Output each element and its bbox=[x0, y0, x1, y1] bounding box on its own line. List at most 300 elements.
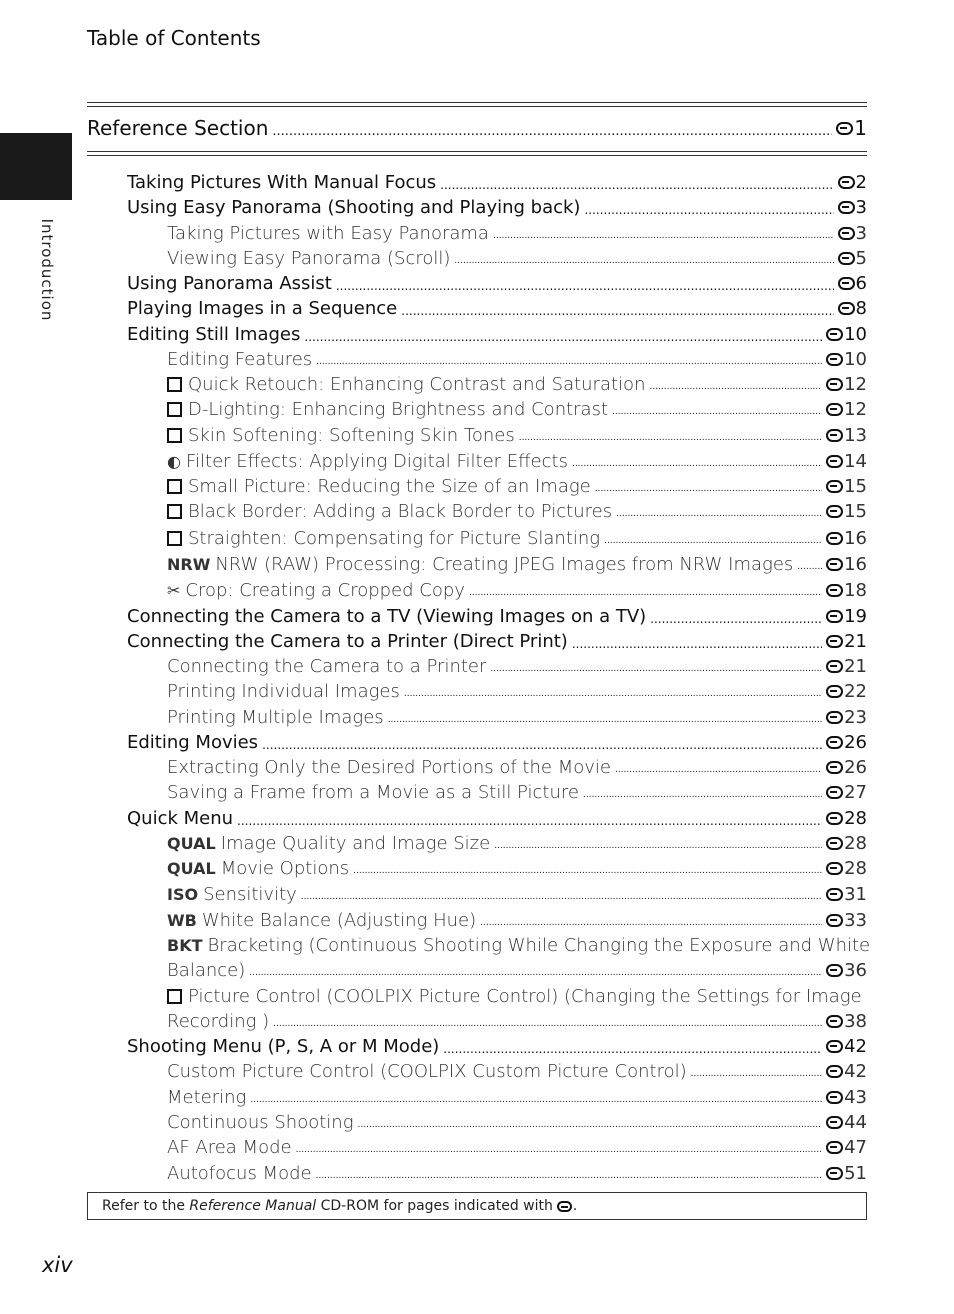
toc-page-ref bbox=[826, 399, 867, 420]
toc-page-number: 5 bbox=[855, 247, 867, 269]
divider-top-1 bbox=[87, 102, 867, 103]
toc-entry[interactable] bbox=[127, 194, 867, 220]
dot-leader bbox=[404, 689, 822, 699]
toc-subentry[interactable] bbox=[167, 220, 867, 246]
toc-page-number: 15 bbox=[844, 475, 867, 497]
dot-leader bbox=[616, 509, 822, 519]
toc-entry-text: Metering bbox=[167, 1086, 247, 1108]
toc-entry-text: Playing Images in a Sequence bbox=[127, 297, 398, 319]
toc-entry-text: Custom Picture Control (COOLPIX Custom Picture Control) bbox=[167, 1060, 687, 1082]
toc-entry-text: Black Border: Adding a Black Border to Pictures bbox=[188, 500, 613, 522]
reference-e-icon bbox=[826, 761, 843, 774]
toc-entry[interactable] bbox=[127, 603, 867, 629]
toc-entry-text: Editing Movies bbox=[127, 731, 259, 753]
toc-entry-text: Connecting the Camera to a Printer bbox=[167, 655, 487, 677]
toc-page-ref bbox=[826, 324, 867, 345]
toc-entry-label bbox=[167, 580, 465, 601]
toc-page-ref bbox=[826, 707, 867, 728]
dot-leader bbox=[519, 433, 822, 443]
toc-page-number: 15 bbox=[844, 500, 867, 522]
reference-e-icon bbox=[838, 227, 855, 240]
reference-e-icon bbox=[826, 1167, 843, 1180]
toc-page-ref bbox=[826, 1011, 867, 1032]
toc-page-ref bbox=[826, 833, 867, 854]
toc-subentry[interactable] bbox=[167, 907, 867, 933]
toc-page-ref bbox=[826, 732, 867, 753]
reference-e-icon bbox=[557, 1201, 572, 1212]
toc-entry-label bbox=[167, 681, 400, 702]
toc-entry-text: Bracketing (Continuous Shooting While Changing the Exposure and White bbox=[207, 934, 871, 956]
toc-page-number: 13 bbox=[844, 424, 867, 446]
toc-entry-label bbox=[127, 324, 300, 345]
note-suffix: CD-ROM for pages indicated with bbox=[320, 1198, 553, 1214]
toc-entry-label bbox=[167, 884, 297, 905]
toc-page-ref bbox=[826, 1163, 867, 1184]
toc-subentry[interactable] bbox=[167, 448, 867, 474]
toc-subentry[interactable] bbox=[167, 1084, 867, 1110]
divider-mid-2 bbox=[87, 155, 867, 156]
toc-entry-text: Picture Control (COOLPIX Picture Control) (Changing the Settings for Image bbox=[188, 985, 862, 1007]
toc-entry-label bbox=[127, 808, 233, 829]
toc-entry-label bbox=[167, 476, 591, 497]
toc-page-ref bbox=[826, 425, 867, 446]
dot-leader bbox=[250, 1095, 822, 1105]
reference-e-icon bbox=[826, 455, 843, 468]
dot-leader bbox=[584, 203, 833, 217]
toc-entry-text: Saving a Frame from a Movie as a Still Picture bbox=[167, 781, 579, 803]
reference-e-icon bbox=[826, 786, 843, 799]
dot-leader bbox=[237, 814, 822, 828]
section-tab-marker bbox=[0, 133, 72, 200]
toc-entry-text: Autofocus Mode bbox=[167, 1162, 312, 1184]
toc-page-number: 21 bbox=[844, 630, 867, 652]
toc-page-number: 6 bbox=[855, 272, 867, 294]
toc-entry-label bbox=[127, 273, 332, 294]
toc-entry-label bbox=[127, 197, 580, 218]
toc-subentry[interactable] bbox=[167, 779, 867, 805]
toc-page-number: 10 bbox=[844, 323, 867, 345]
toc-entry-text: Crop: Creating a Cropped Copy bbox=[185, 579, 465, 601]
qual-icon: QUAL bbox=[167, 833, 216, 853]
toc-entry-text: Connecting the Camera to a Printer (Direct Print) bbox=[127, 630, 568, 652]
toc-page-number: 21 bbox=[844, 655, 867, 677]
toc-page-number: 28 bbox=[844, 857, 867, 879]
dot-leader bbox=[691, 1069, 822, 1079]
toc-entry-text: Recording ) bbox=[167, 1010, 270, 1032]
toc-entry-label bbox=[167, 910, 476, 931]
toc-page-ref bbox=[826, 782, 867, 803]
reference-e-icon bbox=[826, 505, 843, 518]
toc-entry-text: Taking Pictures With Manual Focus bbox=[127, 171, 437, 193]
toc-page-number: 3 bbox=[855, 222, 867, 244]
toc-entry-text: Viewing Easy Panorama (Scroll) bbox=[167, 247, 451, 269]
toc-entry-text: Filter Effects: Applying Digital Filter Effects bbox=[185, 450, 568, 472]
toc-subentry[interactable] bbox=[167, 396, 867, 422]
nrw-icon: NRW bbox=[167, 554, 211, 574]
dot-leader bbox=[469, 588, 822, 598]
toc-page-ref bbox=[826, 808, 867, 829]
toc-subentry[interactable] bbox=[167, 1058, 867, 1084]
dot-leader bbox=[272, 124, 832, 139]
reference-e-icon bbox=[826, 1116, 843, 1129]
dot-leader bbox=[493, 231, 834, 241]
reference-e-icon bbox=[826, 914, 843, 927]
d-lighting-icon bbox=[167, 402, 182, 417]
dot-leader bbox=[273, 1019, 822, 1029]
toc-page-number: 14 bbox=[844, 450, 867, 472]
toc-entry-label bbox=[167, 1061, 687, 1082]
toc-page-ref bbox=[826, 580, 867, 601]
toc-page-ref bbox=[838, 273, 867, 294]
toc-page-ref bbox=[826, 656, 867, 677]
toc-subentry[interactable] bbox=[167, 704, 867, 730]
dot-leader bbox=[490, 664, 822, 674]
toc-subentry[interactable] bbox=[167, 473, 867, 499]
toc-entry-text: Skin Softening: Softening Skin Tones bbox=[188, 424, 515, 446]
toc-entry-text: Extracting Only the Desired Portions of the Movie bbox=[167, 756, 611, 778]
reference-e-icon bbox=[826, 1091, 843, 1104]
toc-page-ref bbox=[826, 1061, 867, 1082]
toc-entry-label bbox=[127, 1036, 439, 1057]
black-border-icon bbox=[167, 504, 182, 519]
toc-page-number: 22 bbox=[844, 680, 867, 702]
dot-leader bbox=[249, 968, 822, 978]
toc-page-number: 16 bbox=[844, 527, 867, 549]
toc-subentry[interactable] bbox=[167, 422, 867, 448]
toc-page-number: 1 bbox=[854, 116, 867, 140]
dot-leader bbox=[296, 1145, 823, 1155]
toc-entry[interactable] bbox=[127, 169, 867, 195]
dot-leader bbox=[583, 790, 822, 800]
toc-page-ref bbox=[826, 884, 867, 905]
toc-entry-text: Small Picture: Reducing the Size of an Image bbox=[188, 475, 591, 497]
toc-entry-text: Connecting the Camera to a TV (Viewing Images on a TV) bbox=[127, 605, 647, 627]
toc-page-ref bbox=[826, 476, 867, 497]
toc-entry-text: Balance) bbox=[167, 959, 246, 981]
dot-leader bbox=[615, 765, 822, 775]
toc-page-ref bbox=[826, 451, 867, 472]
toc-entry-text: Quick Retouch: Enhancing Contrast and Saturation bbox=[188, 373, 646, 395]
toc-page-number: 28 bbox=[844, 832, 867, 854]
reference-e-icon bbox=[826, 353, 843, 366]
toc-page-number: 27 bbox=[844, 781, 867, 803]
dot-leader bbox=[316, 357, 822, 367]
reference-e-icon bbox=[826, 532, 843, 545]
toc-subentry[interactable] bbox=[167, 1008, 867, 1034]
side-section-label: Introduction bbox=[38, 218, 56, 322]
dot-leader bbox=[494, 841, 822, 851]
toc-page-number: 10 bbox=[844, 348, 867, 370]
wb-icon: WB bbox=[167, 910, 197, 930]
toc-entry-label bbox=[167, 858, 349, 879]
toc-page-number: 26 bbox=[844, 756, 867, 778]
toc-page-number: 12 bbox=[844, 373, 867, 395]
toc-entry-text: AF Area Mode bbox=[167, 1136, 292, 1158]
toc-page-number: 19 bbox=[844, 605, 867, 627]
toc-entry-label bbox=[167, 1011, 269, 1032]
divider-mid-1 bbox=[87, 151, 867, 152]
toc-page-number: 8 bbox=[855, 297, 867, 319]
toc-entry-text: White Balance (Adjusting Hue) bbox=[201, 909, 477, 931]
toc-entry[interactable] bbox=[127, 805, 867, 831]
picture-control-icon bbox=[167, 989, 182, 1004]
toc-entry[interactable] bbox=[127, 270, 867, 296]
toc-page-number: 51 bbox=[844, 1162, 867, 1184]
toc-subentry[interactable] bbox=[167, 525, 867, 551]
toc-entry-label bbox=[167, 349, 312, 370]
reference-e-icon bbox=[836, 122, 853, 135]
dot-leader bbox=[595, 484, 822, 494]
toc-entry-label bbox=[167, 935, 870, 956]
toc-subentry[interactable] bbox=[167, 371, 867, 397]
toc-page-ref bbox=[826, 501, 867, 522]
toc-entry[interactable] bbox=[127, 1033, 867, 1059]
crop-icon: ✂ bbox=[167, 580, 181, 600]
reference-e-icon bbox=[838, 277, 855, 290]
toc-page-number: 38 bbox=[844, 1010, 867, 1032]
dot-leader bbox=[572, 459, 822, 469]
toc-page-number: 23 bbox=[844, 706, 867, 728]
toc-page-number: 2 bbox=[855, 171, 867, 193]
toc-page-number: 3 bbox=[855, 196, 867, 218]
toc-subentry[interactable] bbox=[167, 245, 867, 271]
reference-e-icon bbox=[838, 201, 855, 214]
toc-entry-label bbox=[167, 374, 645, 395]
toc-page-ref bbox=[826, 1036, 867, 1057]
toc-entry-label bbox=[167, 656, 486, 677]
toc-entry-label bbox=[167, 501, 612, 522]
toc-page-ref bbox=[826, 1137, 867, 1158]
toc-subentry[interactable] bbox=[167, 577, 867, 603]
toc-page-number: 47 bbox=[844, 1136, 867, 1158]
filter-effects-icon: ◐ bbox=[167, 451, 181, 471]
reference-e-icon bbox=[826, 378, 843, 391]
toc-entry-label bbox=[167, 986, 862, 1007]
small-picture-icon bbox=[167, 479, 182, 494]
toc-subentry[interactable] bbox=[167, 754, 867, 780]
iso-icon: ISO bbox=[167, 884, 199, 904]
toc-entry-text: NRW (RAW) Processing: Creating JPEG Images from NRW Images bbox=[215, 553, 794, 575]
dot-leader bbox=[649, 382, 822, 392]
reference-e-icon bbox=[838, 302, 855, 315]
toc-page-ref bbox=[826, 681, 867, 702]
toc-entry-text: Continuous Shooting bbox=[167, 1111, 354, 1133]
toc-page-number: 31 bbox=[844, 883, 867, 905]
toc-page-number: 18 bbox=[844, 579, 867, 601]
reference-e-icon bbox=[826, 964, 843, 977]
reference-e-icon bbox=[826, 837, 843, 850]
toc-entry-label bbox=[167, 960, 245, 981]
toc-entry-label bbox=[167, 451, 568, 472]
toc-entry-label bbox=[167, 757, 611, 778]
toc-section-reference[interactable] bbox=[87, 115, 867, 141]
reference-e-icon bbox=[826, 888, 843, 901]
toc-entry[interactable] bbox=[127, 729, 867, 755]
reference-e-icon bbox=[826, 812, 843, 825]
toc-section-title: Reference Section bbox=[87, 116, 269, 140]
divider-top-2 bbox=[87, 106, 867, 107]
reference-e-icon bbox=[826, 480, 843, 493]
reference-e-icon bbox=[826, 429, 843, 442]
page-header-title: Table of Contents bbox=[87, 26, 261, 50]
toc-entry[interactable] bbox=[127, 295, 867, 321]
toc-subentry[interactable] bbox=[167, 1160, 867, 1186]
toc-entry-text: Printing Individual Images bbox=[167, 680, 400, 702]
toc-entry-label bbox=[127, 732, 258, 753]
toc-entry-text: Straighten: Compensating for Picture Slanting bbox=[188, 527, 601, 549]
toc-page-ref bbox=[826, 374, 867, 395]
toc-subentry[interactable] bbox=[167, 983, 867, 1009]
skin-softening-icon bbox=[167, 428, 182, 443]
toc-page-ref bbox=[826, 554, 867, 575]
toc-subentry[interactable] bbox=[167, 678, 867, 704]
toc-entry-label bbox=[127, 631, 568, 652]
toc-page-number: 28 bbox=[844, 807, 867, 829]
toc-page-number: 12 bbox=[844, 398, 867, 420]
reference-e-icon bbox=[826, 1040, 843, 1053]
note-prefix: Refer to the bbox=[102, 1198, 185, 1214]
dot-leader bbox=[358, 1120, 823, 1130]
toc-page-number: 42 bbox=[844, 1035, 867, 1057]
toc-entry-label bbox=[167, 1112, 354, 1133]
dot-leader bbox=[388, 715, 822, 725]
toc-page-ref bbox=[826, 1087, 867, 1108]
toc-entry-text: D-Lighting: Enhancing Brightness and Contrast bbox=[188, 398, 609, 420]
toc-entry-label bbox=[167, 1087, 246, 1108]
bkt-icon: BKT bbox=[167, 935, 203, 955]
reference-e-icon bbox=[826, 736, 843, 749]
note-manual-title: Reference Manual bbox=[189, 1198, 317, 1214]
toc-page-ref bbox=[826, 858, 867, 879]
toc-entry-text: Shooting Menu (P, S, A or M Mode) bbox=[127, 1035, 440, 1057]
toc-page-ref bbox=[826, 757, 867, 778]
toc-subentry[interactable] bbox=[167, 653, 867, 679]
toc-page-ref bbox=[838, 197, 867, 218]
straighten-icon bbox=[167, 531, 182, 546]
toc-entry-label bbox=[167, 399, 608, 420]
reference-e-icon bbox=[826, 685, 843, 698]
toc-subentry[interactable] bbox=[167, 830, 867, 856]
page-number: xiv bbox=[42, 1253, 73, 1277]
dot-leader bbox=[612, 407, 822, 417]
toc-page-number: 33 bbox=[844, 909, 867, 931]
toc-entry-label bbox=[167, 1137, 292, 1158]
dot-leader bbox=[301, 892, 822, 902]
toc-entry-text: Using Easy Panorama (Shooting and Playing back) bbox=[127, 196, 581, 218]
toc-page-number: 44 bbox=[844, 1111, 867, 1133]
toc-page-ref bbox=[826, 960, 867, 981]
toc-entry[interactable] bbox=[127, 321, 867, 347]
toc-entry-text: Using Panorama Assist bbox=[127, 272, 332, 294]
reference-note-box bbox=[87, 1192, 867, 1220]
toc-subentry[interactable] bbox=[167, 1134, 867, 1160]
toc-page-ref bbox=[826, 631, 867, 652]
toc-page-ref bbox=[838, 298, 867, 319]
dot-leader bbox=[401, 304, 833, 318]
dot-leader bbox=[443, 1042, 822, 1056]
toc-entry-label bbox=[167, 707, 384, 728]
toc-subentry[interactable] bbox=[167, 551, 867, 577]
reference-e-icon bbox=[826, 328, 843, 341]
toc-subentry[interactable] bbox=[167, 881, 867, 907]
toc-entry-label bbox=[167, 223, 489, 244]
toc-page-ref bbox=[838, 223, 867, 244]
toc-entry-text: Editing Features bbox=[167, 348, 313, 370]
toc-page-ref bbox=[838, 172, 867, 193]
toc-page-number: 26 bbox=[844, 731, 867, 753]
toc-entry[interactable] bbox=[127, 628, 867, 654]
reference-e-icon bbox=[826, 1065, 843, 1078]
toc-page-ref bbox=[826, 349, 867, 370]
dot-leader bbox=[650, 612, 822, 626]
reference-e-icon bbox=[826, 584, 843, 597]
dot-leader bbox=[440, 178, 833, 192]
toc-page-number: 43 bbox=[844, 1086, 867, 1108]
dot-leader bbox=[454, 256, 833, 266]
reference-e-icon bbox=[826, 610, 843, 623]
toc-entry-label bbox=[167, 782, 579, 803]
dot-leader bbox=[316, 1171, 823, 1181]
toc-page-ref bbox=[826, 1112, 867, 1133]
toc-page-ref bbox=[836, 116, 867, 140]
toc-page-number: 36 bbox=[844, 959, 867, 981]
dot-leader bbox=[797, 562, 822, 572]
quick-retouch-icon bbox=[167, 377, 182, 392]
reference-e-icon bbox=[826, 862, 843, 875]
reference-e-icon bbox=[826, 1141, 843, 1154]
toc-subentry[interactable] bbox=[167, 855, 867, 881]
dot-leader bbox=[262, 738, 822, 752]
dot-leader bbox=[353, 866, 822, 876]
dot-leader bbox=[572, 637, 822, 651]
toc-entry-text: Sensitivity bbox=[203, 883, 297, 905]
reference-e-icon bbox=[826, 403, 843, 416]
toc-subentry[interactable] bbox=[167, 932, 871, 958]
qual-icon: QUAL bbox=[167, 858, 216, 878]
reference-e-icon bbox=[826, 1015, 843, 1028]
toc-entry-label bbox=[167, 425, 515, 446]
toc-entry-label bbox=[127, 298, 397, 319]
toc-entry-label bbox=[127, 172, 436, 193]
toc-entry-text: Quick Menu bbox=[127, 807, 234, 829]
toc-entry-label bbox=[167, 248, 450, 269]
reference-e-icon bbox=[826, 660, 843, 673]
toc-entry-text: Taking Pictures with Easy Panorama bbox=[167, 222, 489, 244]
toc-page-number: 16 bbox=[844, 553, 867, 575]
toc-subentry[interactable] bbox=[167, 957, 867, 983]
reference-e-icon bbox=[838, 252, 855, 265]
toc-entry-text: Printing Multiple Images bbox=[167, 706, 384, 728]
dot-leader bbox=[336, 279, 834, 293]
toc-subentry[interactable] bbox=[167, 346, 867, 372]
toc-page-ref bbox=[826, 910, 867, 931]
toc-entry-label bbox=[167, 554, 793, 575]
toc-page-number: 42 bbox=[844, 1060, 867, 1082]
dot-leader bbox=[604, 536, 822, 546]
toc-entry-text: Editing Still Images bbox=[127, 323, 301, 345]
dot-leader bbox=[304, 330, 822, 344]
toc-subentry[interactable] bbox=[167, 498, 867, 524]
reference-e-icon bbox=[838, 176, 855, 189]
toc-page-ref bbox=[826, 606, 867, 627]
toc-entry-label bbox=[127, 606, 646, 627]
toc-page-ref bbox=[838, 248, 867, 269]
toc-subentry[interactable] bbox=[167, 1109, 867, 1135]
reference-e-icon bbox=[826, 558, 843, 571]
toc-entry-label bbox=[167, 1163, 312, 1184]
reference-e-icon bbox=[826, 711, 843, 724]
reference-e-icon bbox=[826, 635, 843, 648]
